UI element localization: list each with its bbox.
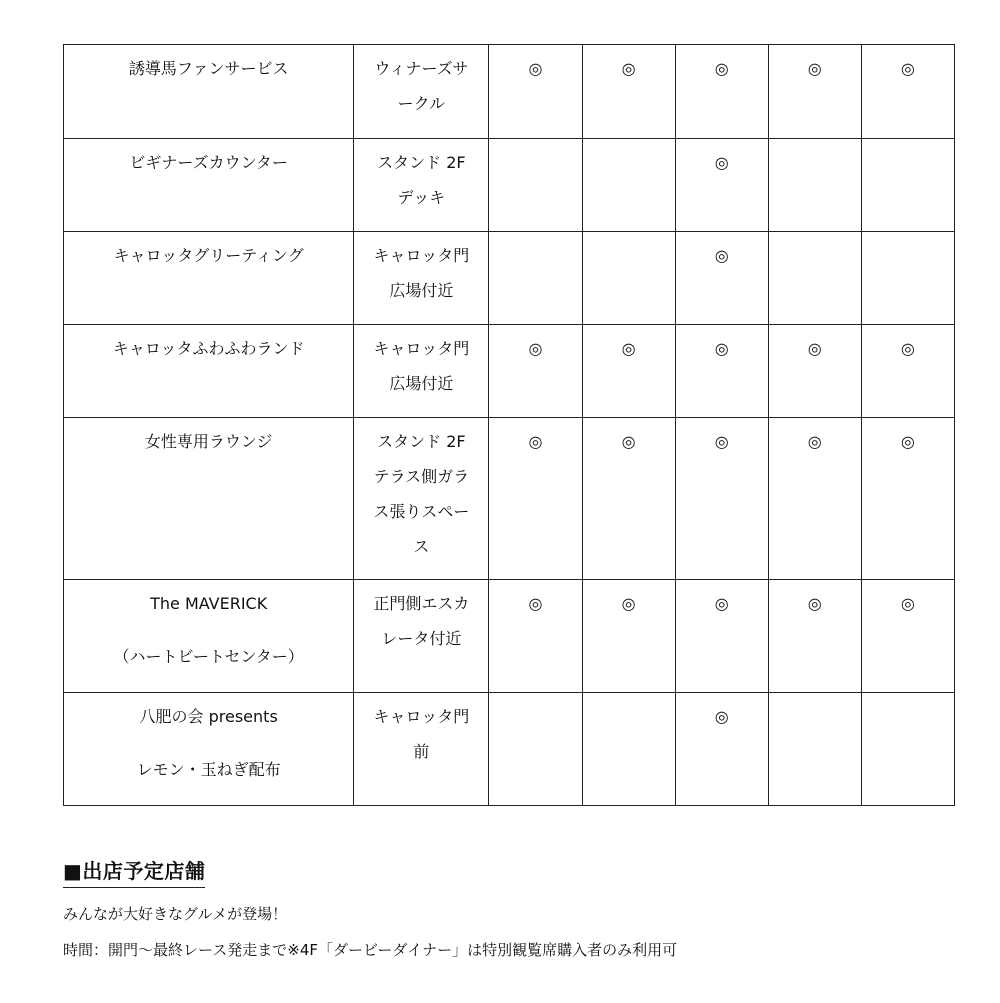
event-name-cell <box>64 139 354 232</box>
table-row <box>64 232 955 325</box>
event-name: （ハートビートセンター） <box>113 647 304 666</box>
event-name: レモン・玉ねぎ配布 <box>136 760 281 779</box>
availability-cell <box>675 232 768 325</box>
double-circle-mark: ◎ <box>621 594 636 613</box>
table-row <box>64 325 955 418</box>
availability-cell <box>768 580 861 693</box>
event-name-cell <box>64 693 354 806</box>
double-circle-mark: ◎ <box>714 339 729 358</box>
double-circle-mark: ◎ <box>807 339 822 358</box>
availability-cell <box>489 580 582 693</box>
table-row <box>64 693 955 806</box>
double-circle-mark: ◎ <box>714 153 729 172</box>
double-circle-mark: ◎ <box>900 339 915 358</box>
double-circle-mark: ◎ <box>807 432 822 451</box>
double-circle-mark: ◎ <box>714 246 729 265</box>
event-location: ウィナーズサ ークル <box>354 45 489 139</box>
availability-cell <box>861 580 954 693</box>
availability-cell <box>582 139 675 232</box>
availability-cell <box>675 418 768 580</box>
double-circle-mark: ◎ <box>900 432 915 451</box>
availability-cell <box>675 139 768 232</box>
availability-cell <box>582 45 675 139</box>
event-name: The MAVERICK <box>150 594 268 613</box>
event-name-cell <box>64 418 354 580</box>
availability-cell <box>489 418 582 580</box>
double-circle-mark: ◎ <box>528 432 543 451</box>
availability-cell <box>861 693 954 806</box>
double-circle-mark: ◎ <box>714 432 729 451</box>
event-name-cell <box>64 325 354 418</box>
availability-cell <box>489 45 582 139</box>
double-circle-mark: ◎ <box>714 707 729 726</box>
availability-cell <box>768 693 861 806</box>
availability-cell <box>489 139 582 232</box>
availability-cell <box>489 325 582 418</box>
double-circle-mark: ◎ <box>900 594 915 613</box>
availability-cell <box>861 45 954 139</box>
availability-cell <box>582 418 675 580</box>
double-circle-mark: ◎ <box>528 339 543 358</box>
availability-cell <box>861 418 954 580</box>
table-row <box>64 418 955 580</box>
event-name: キャロッタグリーティング <box>113 246 304 265</box>
availability-cell <box>861 232 954 325</box>
event-location: キャロッタ門 広場付近 <box>354 325 489 418</box>
availability-cell <box>582 580 675 693</box>
event-location: スタンド 2F テラス側ガラ ス張りスペー ス <box>354 418 489 580</box>
availability-cell <box>861 325 954 418</box>
availability-cell <box>768 325 861 418</box>
double-circle-mark: ◎ <box>714 59 729 78</box>
availability-cell <box>582 693 675 806</box>
availability-cell <box>675 45 768 139</box>
event-name: 誘導馬ファンサービス <box>128 59 289 78</box>
double-circle-mark: ◎ <box>621 339 636 358</box>
opening-hours: 時間：開門～最終レース発走まで※4F「ダービーダイナー」は特別観覧席購入者のみ利用可 <box>63 941 678 959</box>
availability-cell <box>768 139 861 232</box>
availability-cell <box>582 232 675 325</box>
event-name: 女性専用ラウンジ <box>144 432 273 451</box>
event-name-cell <box>64 232 354 325</box>
event-location: 正門側エスカ レータ付近 <box>354 580 489 693</box>
double-circle-mark: ◎ <box>528 594 543 613</box>
availability-cell <box>582 325 675 418</box>
availability-cell <box>768 418 861 580</box>
event-location: キャロッタ門 前 <box>354 693 489 806</box>
double-circle-mark: ◎ <box>621 59 636 78</box>
event-location: スタンド 2F デッキ <box>354 139 489 232</box>
table-row <box>64 139 955 232</box>
event-schedule-table <box>63 44 955 806</box>
availability-cell <box>489 693 582 806</box>
event-name-cell <box>64 45 354 139</box>
double-circle-mark: ◎ <box>621 432 636 451</box>
event-name: 八肥の会 presents <box>139 707 278 726</box>
double-circle-mark: ◎ <box>807 594 822 613</box>
table-row <box>64 45 955 139</box>
event-name-cell <box>64 580 354 693</box>
double-circle-mark: ◎ <box>807 59 822 78</box>
availability-cell <box>675 325 768 418</box>
event-name: キャロッタふわふわランド <box>112 339 305 358</box>
availability-cell <box>768 45 861 139</box>
double-circle-mark: ◎ <box>714 594 729 613</box>
section-intro: みんなが大好きなグルメが登場！ <box>63 905 288 923</box>
event-location: キャロッタ門 広場付近 <box>354 232 489 325</box>
availability-cell <box>861 139 954 232</box>
section-title: ■出店予定店舗 <box>63 855 205 888</box>
event-name: ビギナーズカウンター <box>129 153 288 172</box>
availability-cell <box>675 580 768 693</box>
double-circle-mark: ◎ <box>900 59 915 78</box>
availability-cell <box>768 232 861 325</box>
table-row <box>64 580 955 693</box>
availability-cell <box>489 232 582 325</box>
double-circle-mark: ◎ <box>528 59 543 78</box>
availability-cell <box>675 693 768 806</box>
